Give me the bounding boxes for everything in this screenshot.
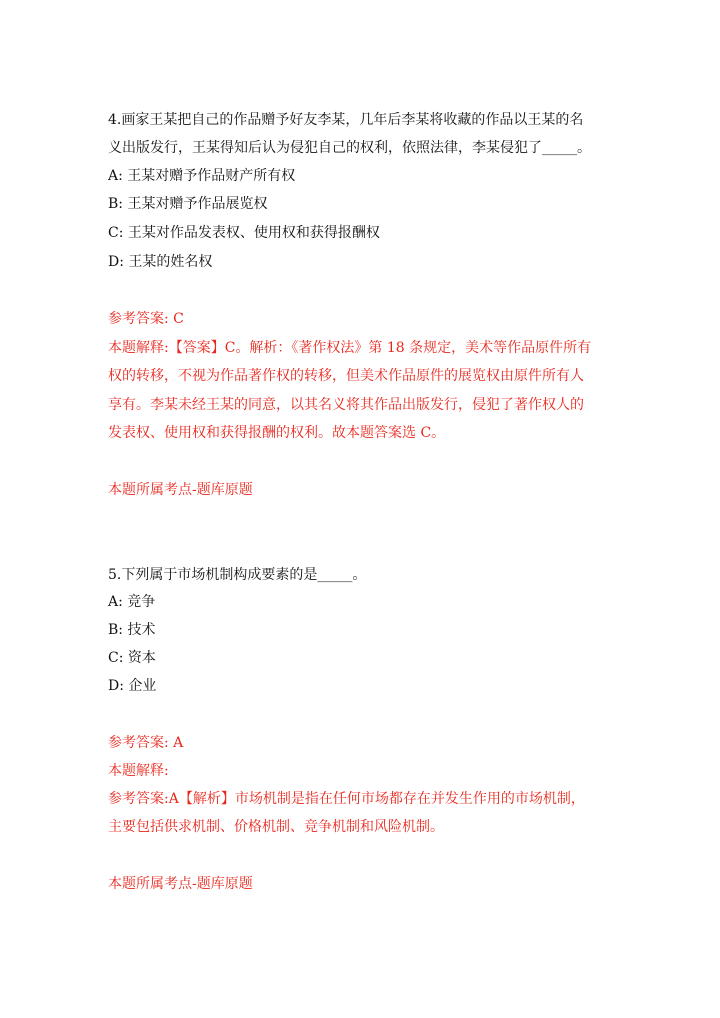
- question-4-option-b: B: 王某对赠予作品展览权: [108, 196, 268, 212]
- question-5-option-c: C: 资本: [108, 650, 156, 666]
- question-5-source: 本题所属考点-题库原题: [108, 876, 253, 892]
- question-4-stem-line-1: 4.画家王某把自己的作品赠予好友李某，几年后李某将收藏的作品以王某的名: [108, 112, 584, 128]
- question-5-option-b: B: 技术: [108, 622, 156, 638]
- question-4-option-d: D: 王某的姓名权: [108, 254, 213, 270]
- question-5-option-a: A: 竞争: [108, 594, 156, 610]
- question-5-explanation-line-1: 本题解释:: [108, 763, 169, 779]
- question-4-explanation-line-4: 发表权、使用权和获得报酬的权利。故本题答案选 C。: [108, 425, 446, 441]
- question-5-explanation-line-3: 主要包括供求机制、价格机制、竞争机制和风险机制。: [108, 819, 444, 835]
- question-5-stem-line-1: 5.下列属于市场机制构成要素的是_____。: [108, 567, 367, 583]
- question-4-option-a: A: 王某对赠予作品财产所有权: [108, 168, 296, 184]
- question-4-source: 本题所属考点-题库原题: [108, 482, 253, 498]
- question-4-stem-line-2: 义出版发行，王某得知后认为侵犯自己的权利，依照法律，李某侵犯了_____。: [108, 140, 591, 156]
- question-4-option-c: C: 王某对作品发表权、使用权和获得报酬权: [108, 225, 380, 241]
- question-4-answer: 参考答案: C: [108, 311, 184, 327]
- question-4-explanation-line-2: 权的转移，不视为作品著作权的转移，但美术作品原件的展览权由原件所有人: [108, 368, 584, 384]
- question-4-explanation-line-1: 本题解释:【答案】C。解析：《著作权法》第 18 条规定，美术等作品原件所有: [108, 340, 592, 356]
- question-5-answer: 参考答案: A: [108, 735, 184, 751]
- question-5-explanation-line-2: 参考答案:A【解析】市场机制是指在任何市场都存在并发生作用的市场机制，: [108, 791, 585, 807]
- question-5-option-d: D: 企业: [108, 678, 157, 694]
- question-4-explanation-line-3: 享有。李某未经王某的同意，以其名义将其作品出版发行，侵犯了著作权人的: [108, 397, 584, 413]
